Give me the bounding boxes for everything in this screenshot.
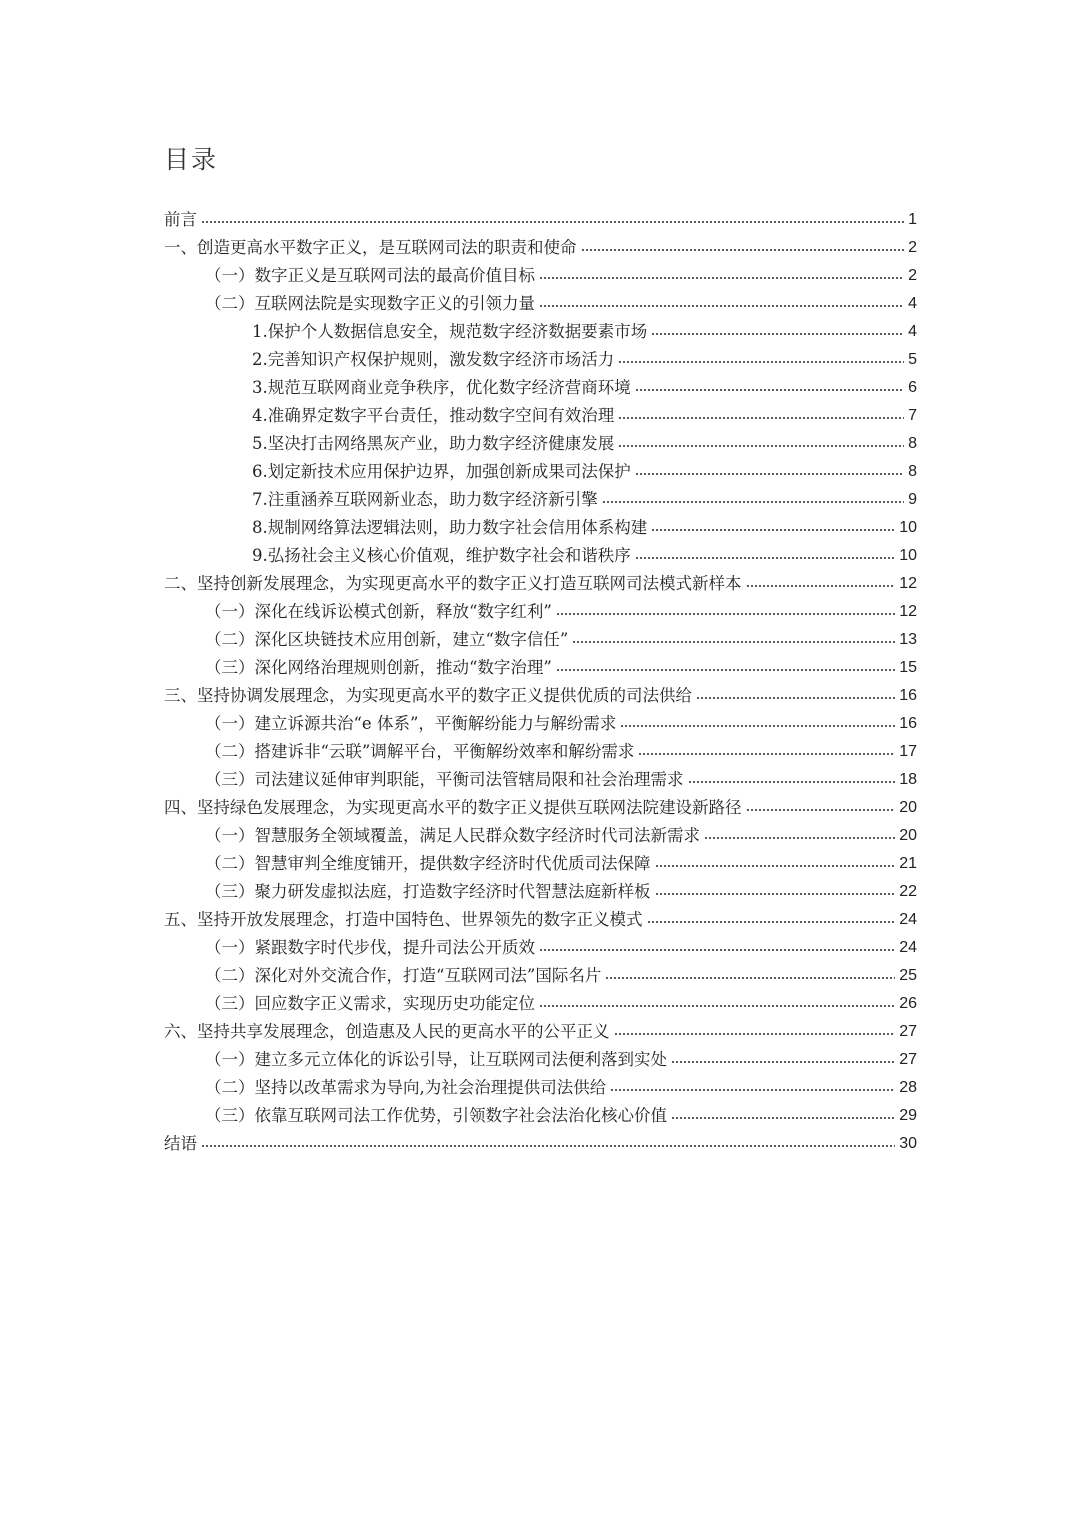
toc-entry-label: 四、坚持绿色发展理念，为实现更高水平的数字正义提供互联网法院建设新路径 xyxy=(164,798,742,817)
toc-entry[interactable] xyxy=(164,1130,917,1158)
toc-entry-label: 2.完善知识产权保护规则，激发数字经济市场活力 xyxy=(252,350,615,369)
dot-leader xyxy=(581,246,905,254)
toc-entry-page-number: 10 xyxy=(899,519,917,536)
toc-entry-page-number: 12 xyxy=(899,575,917,592)
toc-entry-label: （一）智慧服务全领域覆盖，满足人民群众数字经济时代司法新需求 xyxy=(205,826,700,845)
toc-entry-page-number: 2 xyxy=(908,267,917,284)
toc-entry-label: （三）聚力研发虚拟法庭，打造数字经济时代智慧法庭新样板 xyxy=(205,882,651,901)
dot-leader xyxy=(635,554,895,562)
dot-leader xyxy=(539,302,904,310)
toc-entry-page-number: 6 xyxy=(908,379,917,396)
toc-entry[interactable] xyxy=(164,486,917,514)
toc-entry-label: 3.规范互联网商业竞争秩序，优化数字经济营商环境 xyxy=(252,378,631,397)
toc-entry[interactable] xyxy=(164,234,917,262)
dot-leader xyxy=(696,694,895,702)
toc-entry[interactable] xyxy=(164,878,917,906)
toc-entry-label: 7.注重涵养互联网新业态，助力数字经济新引擎 xyxy=(252,490,598,509)
toc-entry[interactable] xyxy=(164,822,917,850)
dot-leader xyxy=(651,526,895,534)
dot-leader xyxy=(638,750,895,758)
toc-entry-page-number: 18 xyxy=(899,771,917,788)
dot-leader xyxy=(556,666,895,674)
dot-leader xyxy=(201,1142,895,1150)
toc-entry-page-number: 20 xyxy=(899,799,917,816)
toc-entry[interactable] xyxy=(164,738,917,766)
toc-entry[interactable] xyxy=(164,766,917,794)
toc-entry-page-number: 25 xyxy=(899,967,917,984)
toc-entry-page-number: 24 xyxy=(899,939,917,956)
dot-leader xyxy=(655,862,896,870)
toc-entry[interactable] xyxy=(164,906,917,934)
toc-entry[interactable] xyxy=(164,626,917,654)
toc-entry-page-number: 29 xyxy=(899,1107,917,1124)
dot-leader xyxy=(647,918,896,926)
toc-entry-label: （一）数字正义是互联网司法的最高价值目标 xyxy=(205,266,535,285)
dot-leader xyxy=(539,1002,895,1010)
dot-leader xyxy=(746,806,896,814)
dot-leader xyxy=(651,330,904,338)
dot-leader xyxy=(618,358,904,366)
toc-entry-label: 前言 xyxy=(164,210,197,229)
toc-entry-page-number: 21 xyxy=(899,855,917,872)
dot-leader xyxy=(620,722,895,730)
toc-entry-page-number: 27 xyxy=(899,1023,917,1040)
toc-entry[interactable] xyxy=(164,514,917,542)
toc-entry-page-number: 13 xyxy=(899,631,917,648)
toc-entry-label: 六、坚持共享发展理念，创造惠及人民的更高水平的公平正义 xyxy=(164,1022,610,1041)
toc-entry-label: 8.规制网络算法逻辑法则，助力数字社会信用体系构建 xyxy=(252,518,648,537)
toc-entry-page-number: 20 xyxy=(899,827,917,844)
toc-entry-page-number: 4 xyxy=(908,295,917,312)
toc-entry-label: 三、坚持协调发展理念，为实现更高水平的数字正义提供优质的司法供给 xyxy=(164,686,692,705)
dot-leader xyxy=(704,834,895,842)
toc-entry-page-number: 9 xyxy=(908,491,917,508)
toc-entry[interactable] xyxy=(164,934,917,962)
toc-entry-label: 6.划定新技术应用保护边界，加强创新成果司法保护 xyxy=(252,462,631,481)
toc-list xyxy=(164,206,917,1158)
dot-leader xyxy=(746,582,896,590)
toc-entry-label: （一）深化在线诉讼模式创新，释放“数字红利” xyxy=(205,602,552,621)
dot-leader xyxy=(556,610,895,618)
toc-entry-page-number: 7 xyxy=(908,407,917,424)
toc-entry-label: 二、坚持创新发展理念，为实现更高水平的数字正义打造互联网司法模式新样本 xyxy=(164,574,742,593)
dot-leader xyxy=(655,890,896,898)
toc-entry-label: 1.保护个人数据信息安全，规范数字经济数据要素市场 xyxy=(252,322,648,341)
toc-entry[interactable] xyxy=(164,262,917,290)
dot-leader xyxy=(635,386,904,394)
toc-entry-label: 结语 xyxy=(164,1134,197,1153)
toc-entry[interactable] xyxy=(164,850,917,878)
dot-leader xyxy=(539,946,895,954)
toc-entry[interactable] xyxy=(164,710,917,738)
toc-entry-page-number: 17 xyxy=(899,743,917,760)
toc-entry[interactable] xyxy=(164,542,917,570)
dot-leader xyxy=(572,638,895,646)
toc-entry[interactable] xyxy=(164,458,917,486)
toc-entry-label: 5.坚决打击网络黑灰产业，助力数字经济健康发展 xyxy=(252,434,615,453)
dot-leader xyxy=(671,1058,895,1066)
dot-leader xyxy=(671,1114,895,1122)
toc-entry[interactable] xyxy=(164,990,917,1018)
toc-entry-page-number: 12 xyxy=(899,603,917,620)
toc-entry-label: （一）紧跟数字时代步伐，提升司法公开质效 xyxy=(205,938,535,957)
toc-entry-page-number: 4 xyxy=(908,323,917,340)
toc-entry-page-number: 27 xyxy=(899,1051,917,1068)
toc-entry-label: （二）智慧审判全维度铺开，提供数字经济时代优质司法保障 xyxy=(205,854,651,873)
toc-entry-page-number: 8 xyxy=(908,463,917,480)
toc-entry[interactable] xyxy=(164,430,917,458)
toc-entry-page-number: 15 xyxy=(899,659,917,676)
dot-leader xyxy=(602,498,904,506)
toc-entry-label: （二）深化对外交流合作，打造“互联网司法”国际名片 xyxy=(205,966,602,985)
toc-entry-page-number: 26 xyxy=(899,995,917,1012)
toc-entry[interactable] xyxy=(164,962,917,990)
toc-entry-label: 一、创造更高水平数字正义，是互联网司法的职责和使命 xyxy=(164,238,577,257)
toc-entry[interactable] xyxy=(164,1102,917,1130)
toc-entry-label: 9.弘扬社会主义核心价值观，维护数字社会和谐秩序 xyxy=(252,546,631,565)
toc-entry-label: （三）回应数字正义需求，实现历史功能定位 xyxy=(205,994,535,1013)
toc-entry-page-number: 8 xyxy=(908,435,917,452)
dot-leader xyxy=(610,1086,895,1094)
dot-leader xyxy=(688,778,896,786)
toc-entry-page-number: 16 xyxy=(899,715,917,732)
dot-leader xyxy=(614,1030,896,1038)
dot-leader xyxy=(539,274,904,282)
toc-entry-page-number: 30 xyxy=(899,1135,917,1152)
toc-entry-page-number: 24 xyxy=(899,911,917,928)
toc-entry-label: 4.准确界定数字平台责任，推动数字空间有效治理 xyxy=(252,406,615,425)
toc-entry-page-number: 28 xyxy=(899,1079,917,1096)
dot-leader xyxy=(635,470,904,478)
toc-entry[interactable] xyxy=(164,206,917,234)
toc-entry[interactable] xyxy=(164,374,917,402)
toc-entry[interactable] xyxy=(164,346,917,374)
toc-entry[interactable] xyxy=(164,1074,917,1102)
toc-entry-label: （二）搭建诉非“云联”调解平台，平衡解纷效率和解纷需求 xyxy=(205,742,635,761)
toc-entry-page-number: 5 xyxy=(908,351,917,368)
toc-entry[interactable] xyxy=(164,598,917,626)
toc-entry-label: （二）互联网法院是实现数字正义的引领力量 xyxy=(205,294,535,313)
toc-entry-page-number: 2 xyxy=(908,239,917,256)
toc-entry[interactable] xyxy=(164,654,917,682)
toc-title: 目录 xyxy=(164,145,219,174)
toc-entry-label: （二）深化区块链技术应用创新，建立“数字信任” xyxy=(205,630,569,649)
dot-leader xyxy=(605,974,895,982)
toc-entry-label: （三）司法建议延伸审判职能，平衡司法管辖局限和社会治理需求 xyxy=(205,770,684,789)
toc-entry[interactable] xyxy=(164,794,917,822)
toc-entry-label: （一）建立多元立体化的诉讼引导，让互联网司法便利落到实处 xyxy=(205,1050,667,1069)
toc-entry[interactable] xyxy=(164,570,917,598)
dot-leader xyxy=(201,218,904,226)
toc-entry[interactable] xyxy=(164,1046,917,1074)
toc-entry-label: （三）依靠互联网司法工作优势，引领数字社会法治化核心价值 xyxy=(205,1106,667,1125)
toc-entry-label: （三）深化网络治理规则创新，推动“数字治理” xyxy=(205,658,552,677)
toc-entry-label: 五、坚持开放发展理念，打造中国特色、世界领先的数字正义模式 xyxy=(164,910,643,929)
dot-leader xyxy=(618,414,904,422)
toc-entry-label: （一）建立诉源共治“e 体系”，平衡解纷能力与解纷需求 xyxy=(205,714,617,733)
toc-entry[interactable] xyxy=(164,682,917,710)
toc-entry-page-number: 16 xyxy=(899,687,917,704)
toc-entry[interactable] xyxy=(164,290,917,318)
toc-entry[interactable] xyxy=(164,402,917,430)
toc-entry-page-number: 10 xyxy=(899,547,917,564)
toc-entry-page-number: 22 xyxy=(899,883,917,900)
toc-entry-page-number: 1 xyxy=(908,211,917,228)
toc-entry[interactable] xyxy=(164,1018,917,1046)
toc-entry[interactable] xyxy=(164,318,917,346)
dot-leader xyxy=(618,442,904,450)
toc-entry-label: （二）坚持以改革需求为导向,为社会治理提供司法供给 xyxy=(205,1078,607,1097)
